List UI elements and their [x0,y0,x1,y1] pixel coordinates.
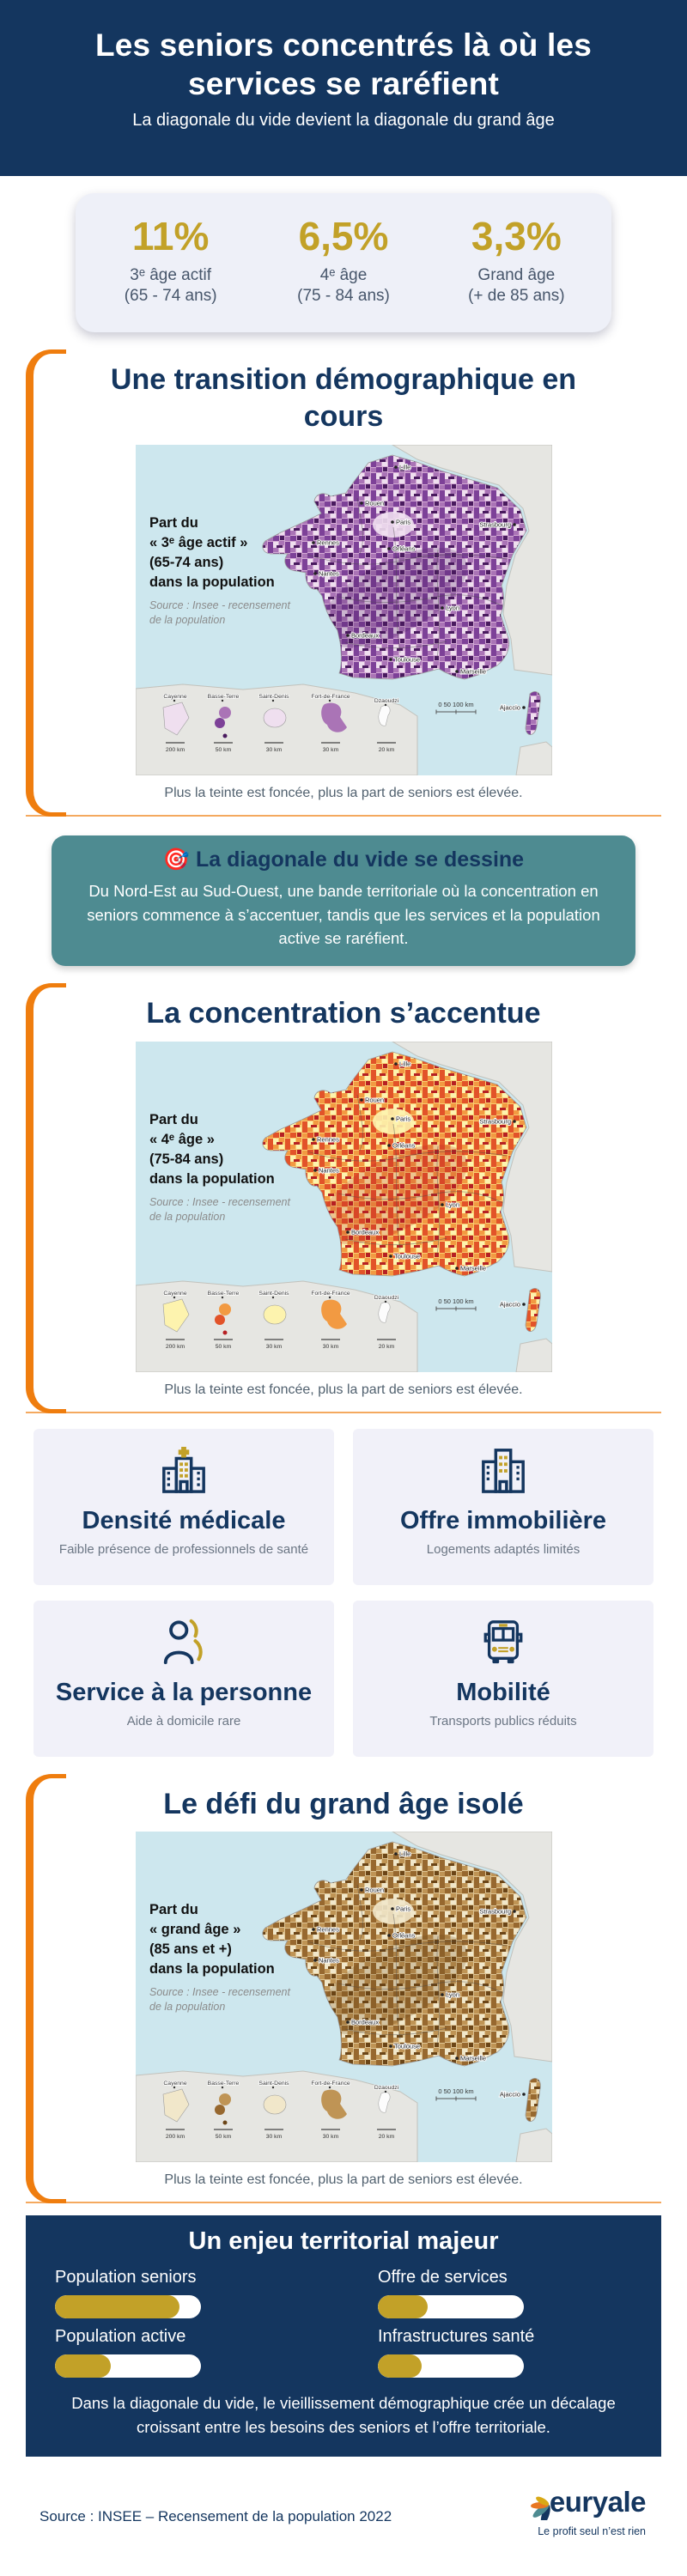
svg-text:Part du: Part du [149,514,198,531]
choropleth-map-grand-age [136,1832,552,2162]
gauge-fill [55,2354,111,2378]
svg-text:« 3ᵉ âge actif »: « 3ᵉ âge actif » [149,534,247,550]
svg-text:Marseille: Marseille [459,667,486,676]
gauge-fill [378,2295,428,2318]
svg-text:Cayenne: Cayenne [162,2081,187,2087]
svg-text:50 km: 50 km [215,2134,231,2141]
card-title: Densité médicale [82,1506,286,1534]
building-icon [477,1446,530,1498]
svg-text:Marseille: Marseille [459,2054,486,2063]
svg-text:Basse-Terre: Basse-Terre [207,1290,239,1297]
svg-text:(65-74 ans): (65-74 ans) [149,554,223,570]
svg-text:Paris: Paris [395,1905,410,1913]
svg-text:Fort-de-France: Fort-de-France [310,693,350,700]
svg-text:Rennes: Rennes [316,1925,339,1934]
svg-text:Toulouse: Toulouse [393,655,420,664]
gauge-label: Population seniors [55,2268,197,2287]
svg-text:Strasbourg: Strasbourg [478,520,511,529]
svg-text:Lille: Lille [398,463,410,471]
svg-text:Fort-de-France: Fort-de-France [310,2081,350,2087]
svg-text:Rouen: Rouen [364,1096,384,1104]
gauge-track [55,2295,201,2318]
svg-text:Paris: Paris [395,1115,410,1123]
page-title: Les seniors concentrés là où les services se raréfient [94,27,593,102]
panel-enjeu-territorial [26,2215,661,2457]
svg-text:Nantes: Nantes [318,1166,339,1175]
gauge-track [55,2354,201,2378]
svg-text:Ajaccio: Ajaccio [499,2090,520,2099]
callout-title-text: La diagonale du vide se dessine [196,847,525,872]
svg-text:30 km: 30 km [322,2134,338,2141]
gauges-grid [55,2259,632,2378]
svg-text:de la population: de la population [149,2001,225,2014]
svg-text:dans la population: dans la population [149,1170,275,1187]
svg-text:30 km: 30 km [265,746,282,753]
gauge-track [378,2354,524,2378]
orange-bracket [26,1774,66,2204]
orange-bracket [26,983,66,1413]
card-title: Offre immobilière [399,1506,607,1534]
svg-text:50 km: 50 km [215,746,231,753]
stat-range: (+ de 85 ans) [468,287,565,306]
card-subtitle: Transports publics réduits [429,1713,577,1728]
section-transition-demographique [26,349,661,817]
svg-text:(75-84 ans): (75-84 ans) [149,1151,223,1167]
stat-range: (75 - 84 ans) [297,287,390,306]
svg-text:Lyon: Lyon [445,1990,459,1999]
card-densite-medicale [33,1429,334,1585]
svg-text:Part du: Part du [149,1111,198,1127]
svg-text:20 km: 20 km [378,1343,394,1350]
svg-text:Lille: Lille [398,1850,410,1858]
choropleth-map-3e-age [136,445,552,775]
section-title: Le défi du grand âge isolé [163,1787,524,1820]
gauge-fill [55,2295,179,2318]
callout-diagonale-du-vide [52,835,635,966]
svg-text:Ajaccio: Ajaccio [499,1300,520,1309]
page-subtitle: La diagonale du vide devient la diagonale du grand âge [132,111,555,131]
card-subtitle: Aide à domicile rare [126,1713,241,1728]
svg-text:Toulouse: Toulouse [393,2042,420,2050]
service-cards-grid [33,1429,654,1757]
svg-text:Basse-Terre: Basse-Terre [207,2081,239,2087]
svg-text:0 50 100 km: 0 50 100 km [437,700,474,708]
svg-text:Strasbourg: Strasbourg [478,1117,511,1126]
svg-text:50 km: 50 km [215,1343,231,1350]
person-icon [157,1618,210,1670]
gauge-track [378,2295,524,2318]
svg-text:20 km: 20 km [378,746,394,753]
orange-bracket [26,349,66,817]
callout-body: Du Nord-Est au Sud-Ouest, une bande territoriale où la concentration en seniors commence à s’accentuer, tandis que les services et la population active se raréfient. [87,881,600,948]
logo-petals-icon [523,2481,552,2524]
svg-text:Orléans: Orléans [392,544,415,553]
svg-text:Nantes: Nantes [318,569,339,578]
svg-text:Rennes: Rennes [316,1135,339,1144]
svg-text:30 km: 30 km [265,1343,282,1350]
stat-label: 3ᵉ âge actif [130,266,212,285]
stat-value: 3,3% [471,214,562,258]
card-title: Service à la personne [55,1678,313,1706]
svg-text:Strasbourg: Strasbourg [478,1907,511,1916]
map-caption: Plus la teinte est foncée, plus la part de seniors est élevée. [164,2172,523,2188]
svg-text:Fort-de-France: Fort-de-France [310,1290,350,1297]
svg-text:Orléans: Orléans [392,1931,415,1940]
bus-icon [477,1618,530,1670]
gauge-offre-services [378,2266,632,2318]
stat-value: 11% [131,214,210,258]
key-stats-card [76,193,611,332]
stat-label: Grand âge [477,266,556,285]
logo-wordmark: euryale [549,2486,646,2518]
card-subtitle: Faible présence de professionnels de santé [58,1541,309,1557]
stat-3e-age [84,216,257,307]
footer [0,2457,687,2537]
svg-text:20 km: 20 km [378,2134,394,2141]
gauge-population-active [55,2325,309,2378]
svg-text:200 km: 200 km [165,1343,185,1350]
svg-text:Cayenne: Cayenne [162,693,187,700]
callout-title [77,848,610,872]
section-title: La concentration s’accentue [146,997,541,1030]
svg-text:0 50 100 km: 0 50 100 km [437,2087,474,2096]
stat-value: 6,5% [298,214,389,258]
svg-text:Toulouse: Toulouse [393,1252,420,1261]
svg-text:dans la population: dans la population [149,1961,275,1978]
gauge-population-seniors [55,2266,309,2318]
svg-text:Saint-Denis: Saint-Denis [258,2081,289,2087]
svg-text:30 km: 30 km [322,1343,338,1350]
map-caption: Plus la teinte est foncée, plus la part de seniors est élevée. [164,785,523,800]
choropleth-map-4e-age [136,1042,552,1372]
svg-text:Saint-Denis: Saint-Denis [258,1290,289,1297]
stat-4e-age [257,216,429,307]
svg-text:Source : Insee - recensement: Source : Insee - recensement [149,1986,290,1999]
svg-text:« 4ᵉ âge »: « 4ᵉ âge » [149,1131,215,1147]
svg-text:Nantes: Nantes [318,1956,339,1965]
svg-text:200 km: 200 km [165,2134,185,2141]
map-caption: Plus la teinte est foncée, plus la part de seniors est élevée. [164,1382,523,1397]
svg-text:Lyon: Lyon [445,604,459,612]
gauge-fill [378,2354,422,2378]
svg-text:Marseille: Marseille [459,1264,486,1273]
gauge-label: Population active [55,2327,186,2347]
svg-text:Lyon: Lyon [445,1200,459,1209]
svg-text:30 km: 30 km [265,2134,282,2141]
logo-tagline: Le profit seul n’est rien [538,2524,646,2537]
target-icon: 🎯 [162,847,191,872]
svg-text:Saint-Denis: Saint-Denis [258,693,289,700]
svg-text:Bordeaux: Bordeaux [350,2018,379,2026]
gauge-label: Infrastructures santé [378,2327,535,2347]
svg-text:Cayenne: Cayenne [162,1290,187,1297]
panel-conclusion: Dans la diagonale du vide, le vieillissement démographique crée un décalage croissant entre les besoins des seniors et l’offre territoriale. [71,2394,616,2436]
svg-text:Rouen: Rouen [364,499,384,507]
svg-text:Basse-Terre: Basse-Terre [207,693,239,700]
hospital-icon [157,1446,210,1498]
svg-text:Dzaoudzi: Dzaoudzi [374,2085,398,2092]
section-grand-age-isole [26,1774,661,2204]
panel-title: Un enjeu territorial majeur [188,2227,499,2256]
svg-text:de la population: de la population [149,1210,225,1223]
svg-text:Dzaoudzi: Dzaoudzi [374,1294,398,1301]
stat-grand-age [430,216,603,307]
stat-label: 4ᵉ âge [319,266,368,285]
svg-text:Bordeaux: Bordeaux [350,631,379,640]
svg-text:Part du: Part du [149,1902,198,1918]
svg-text:Ajaccio: Ajaccio [499,703,520,712]
svg-text:Dzaoudzi: Dzaoudzi [374,697,398,704]
euryale-logo [523,2481,646,2537]
svg-text:Rouen: Rouen [364,1886,384,1894]
card-offre-immobiliere [353,1429,654,1585]
svg-text:(85 ans et +): (85 ans et +) [149,1941,232,1958]
svg-text:Source : Insee - recensement: Source : Insee - recensement [149,1195,290,1208]
svg-text:Paris: Paris [395,518,410,526]
card-mobilite [353,1601,654,1757]
svg-text:de la population: de la population [149,613,225,626]
svg-text:200 km: 200 km [165,746,185,753]
svg-text:Orléans: Orléans [392,1141,415,1150]
gauge-infrastructures-sante [378,2325,632,2378]
svg-text:Rennes: Rennes [316,538,339,547]
card-service-personne [33,1601,334,1757]
stat-range: (65 - 74 ans) [124,287,217,306]
svg-text:« grand âge »: « grand âge » [149,1922,240,1938]
svg-text:dans la population: dans la population [149,574,275,590]
svg-text:Bordeaux: Bordeaux [350,1228,379,1236]
gauge-label: Offre de services [378,2268,508,2287]
svg-text:0 50 100 km: 0 50 100 km [437,1297,474,1305]
section-title: Une transition démographique en cours [110,362,577,434]
source-note: Source : INSEE – Recensement de la population 2022 [40,2507,392,2524]
header [0,0,687,176]
card-title: Mobilité [456,1678,550,1706]
card-subtitle: Logements adaptés limités [426,1541,581,1557]
svg-text:Source : Insee - recensement: Source : Insee - recensement [149,598,290,611]
section-concentration [26,983,661,1413]
svg-text:Lille: Lille [398,1060,410,1068]
svg-text:30 km: 30 km [322,746,338,753]
